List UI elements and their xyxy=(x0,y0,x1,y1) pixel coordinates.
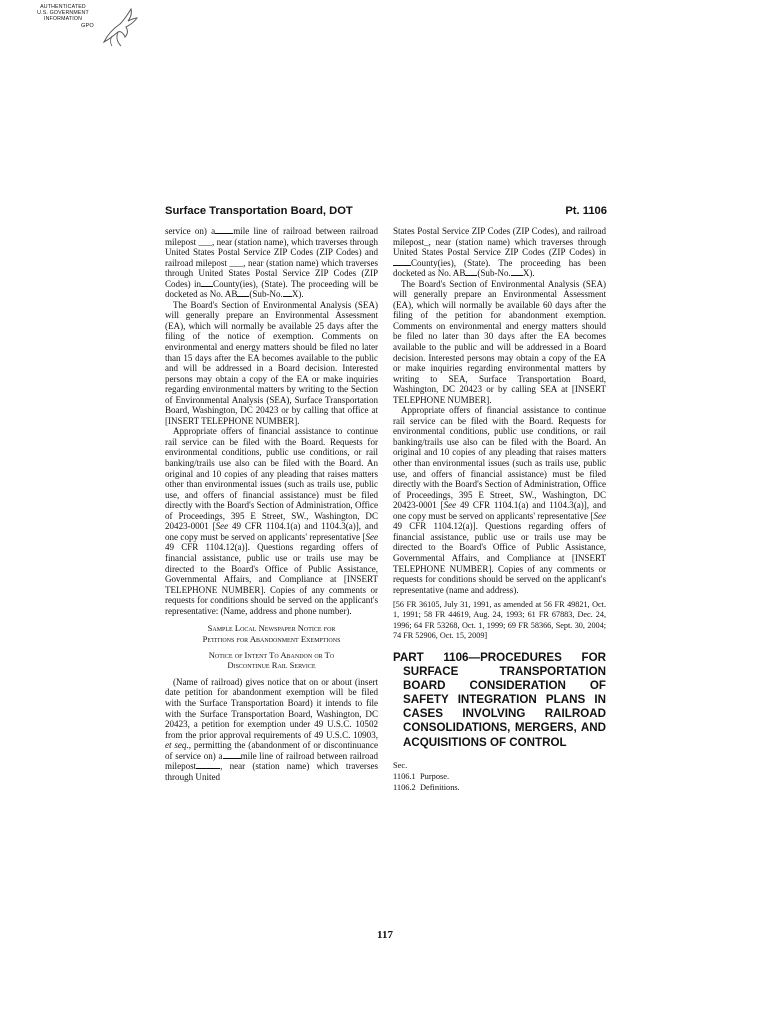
section-title: Definitions. xyxy=(420,782,460,792)
left-paragraph-4: (Name of railroad) gives notice that on or about (insert date petition for abandonment exemption will be filed with the Surface Transportation Board) it intends to file with the Surface Transportation Board, Washington, DC 20423, a petition for exemption under 49 U.S.C. 10502 from the prior approval requirements of 49 U.S.C. 10903, et seq., permitting the (abandonment of or discontinuance of service on) a mile line of railroad between railroad milepost , near (station name) which traverses through United xyxy=(165,676,379,782)
right-paragraph-3: Appropriate offers of financial assistance to continue rail service can be filed with the Board. Requests for environmental conditions, public use conditions, or rail banking/trails use also can be filed with the Board. An original and 10 copies of any pleading that raises matters other than environmental issues (such as trails use, public use, and offers of financial assistance) must be filed directly with the Board's Section of Administration, Office of Proceedings, 395 E Street, SW., Washington, DC 20423-0001 [See 49 CFR 1104.1(a) and 1104.3(a)], and one copy must be served on applicants' representative [See 49 CFR 1104.12(a)]. Questions regarding offers of financial assistance, public use or trails use may be directed to the Board's Office of Public Assistance, Governmental Affairs, and Compliance at [INSERT TELEPHONE NUMBER]. Copies of any comments or requests for conditions should be served on the applicant's representative (name and address). xyxy=(393,405,606,595)
gpo-authentication-logo xyxy=(32,4,144,50)
section-number: 1106.1 xyxy=(393,771,416,781)
left-column xyxy=(165,226,378,782)
running-head-part: Pt. 1106 xyxy=(565,205,607,217)
logo-line-3: INFORMATION xyxy=(43,16,83,22)
logo-line-2: U.S. GOVERNMENT xyxy=(37,10,89,16)
logo-line-4: GPO xyxy=(80,23,94,29)
eagle-icon xyxy=(98,6,138,48)
part-title: PART 1106—PROCEDURES FOR SURFACE TRANSPORTATION BOARD CONSIDERATION OF SAFETY INTEGRATION PLANS IN CASES INVOLVING RAILROAD CONSOLIDATIONS, MERGERS, AND ACQUISITIONS OF CONTROL xyxy=(393,650,606,749)
gpo-logo-text xyxy=(32,4,94,29)
running-head xyxy=(165,205,607,221)
section-title: Purpose. xyxy=(420,771,450,781)
section-entry[interactable] xyxy=(393,782,606,793)
sections-label: Sec. xyxy=(393,760,408,770)
section-entry[interactable] xyxy=(393,771,606,782)
right-paragraph-1: States Postal Service ZIP Codes (ZIP Codes), and railroad milepost_, near (station name) which traverses through United States Postal Service ZIP Codes (ZIP Codes) inCounty(ies), (State). The proceeding has been docketed as No. AB (Sub-No. X). xyxy=(393,226,606,279)
left-paragraph-3: Appropriate offers of financial assistance to continue rail service can be filed with the Board. Requests for environmental conditions, public use conditions, or rail banking/trails use also can be filed with the Board. An original and 10 copies of any pleading that raises matters other than environmental issues (such as trails use, public use, and offers of financial assistance) must be filed directly with the Board's Section of Administration, Office of Proceedings, 395 E Street, SW., Washington, DC 20423-0001 [See 49 CFR 1104.1(a) and 1104.3(a)], and one copy must be served on applicants' representative [See 49 CFR 1104.12(a)]. Questions regarding offers of financial assistance, public use or trails use may be directed to the Board's Office of Public Assistance, Governmental Affairs, and Compliance at [INSERT TELEPHONE NUMBER]. Copies of any comments or requests for conditions should be served on the applicant's representative: (Name, address and phone number). xyxy=(165,426,378,616)
page-number: 117 xyxy=(377,929,393,941)
section-heading-notice-of-intent: Notice of Intent To Abandon or To Discontinue Rail Service xyxy=(208,650,335,671)
right-paragraph-2: The Board's Section of Environmental Analysis (SEA) will generally prepare an Environmental Assessment (EA), which will normally be available 60 days after the filing of the petition for abandonment exemption. Comments on environmental and energy matters should be filed no later than 30 days after the EA becomes available to the public and will be addressed in a Board decision. Interested persons may obtain a copy of the EA or make inquiries regarding environmental matters by writing to SEA, Surface Transportation Board, Washington, DC 20423 or by calling SEA at [INSERT TELEPHONE NUMBER]. xyxy=(393,278,606,405)
section-heading-sample-notice: Sample Local Newspaper Notice for Petitions for Abandonment Exemptions xyxy=(202,623,341,644)
left-paragraph-2: The Board's Section of Environmental Analysis (SEA) will generally prepare an Environmental Assessment (EA), which will normally be available 25 days after the filing of the notice of exemption. Comments on environmental and energy matters should be filed no later than 15 days after the EA becomes available to the public and will be addressed in a Board decision. Interested persons may obtain a copy of the EA or make inquiries regarding environmental matters by writing to the Section of Environmental Analysis (SEA), Surface Transportation Board, Washington, DC 20423 or by calling that office at [INSERT TELEPHONE NUMBER]. xyxy=(165,299,378,426)
left-paragraph-1: service on) a mile line of railroad between railroad milepost ___, near (station name), which traverses through United States Postal Service ZIP Codes (ZIP Codes) and railroad milepost ___, near (station name) which traverses through United States Postal Service ZIP Codes (ZIP Codes) in County(ies), (State). The proceeding will be docketed as No. AB (Sub-No. X). xyxy=(165,226,378,300)
running-head-agency: Surface Transportation Board, DOT xyxy=(165,205,353,217)
logo-line-1: AUTHENTICATED xyxy=(40,4,86,10)
section-number: 1106.2 xyxy=(393,782,416,792)
amendment-citation: [56 FR 36105, July 31, 1991, as amended at 56 FR 49821, Oct. 1, 1991; 58 FR 44619, Aug. 24, 1993; 61 FR 67883, Dec. 24, 1996; 64 FR 53268, Oct. 1, 1999; 69 FR 58366, Sept. 30, 2004; 74 FR 52906, Oct. 15, 2009] xyxy=(393,600,606,640)
right-column xyxy=(393,226,606,793)
